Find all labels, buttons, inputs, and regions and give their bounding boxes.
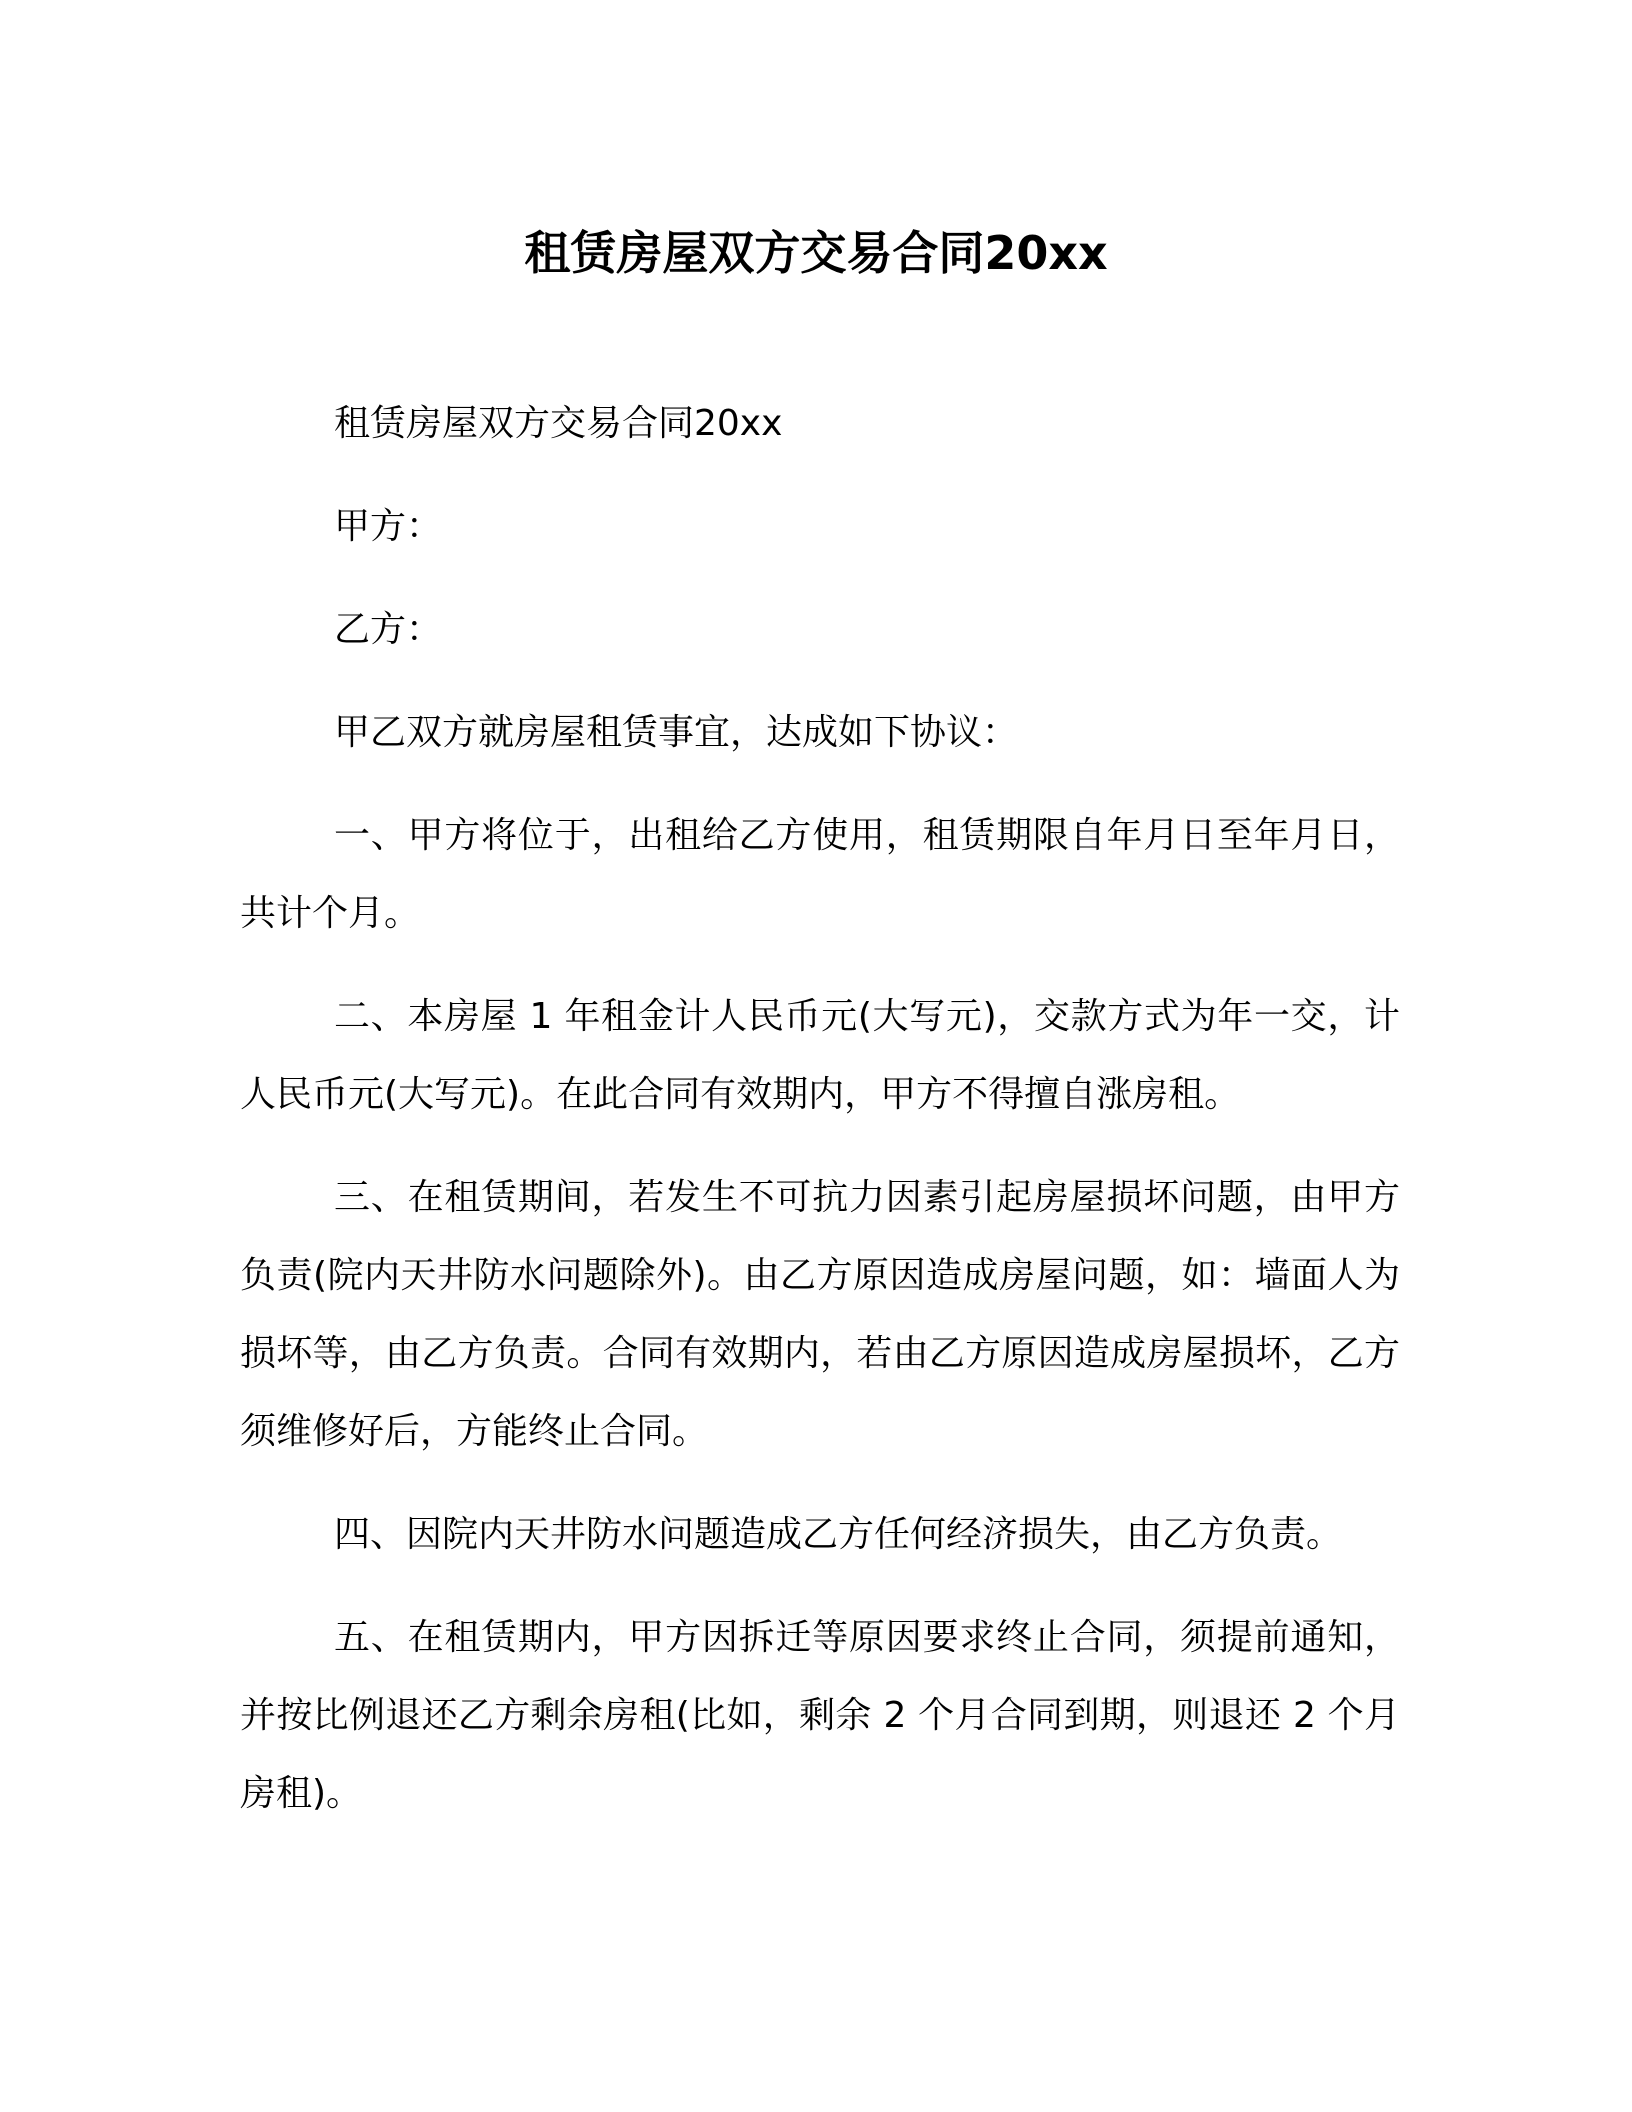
paragraph-agreement-intro: 甲乙双方就房屋租赁事宜，达成如下协议： [334,712,1019,753]
document-title: 租赁房屋双方交易合同20xx [524,226,1108,280]
paragraph-clause-4: 四、因院内天井防水问题造成乙方任何经济损失，由乙方负责。 [334,1514,1343,1555]
paragraph-party-b: 乙方： [334,609,443,650]
paragraph-subtitle: 租赁房屋双方交易合同20xx [334,403,783,444]
paragraph-clause-2: 二、本房屋 1 年租金计人民币元(大写元)，交款方式为年一交，计人民币元(大写元)。在此合同有效期内，甲方不得擅自涨房租。 [240,996,1400,1115]
paragraph-party-a: 甲方： [334,506,443,547]
document-body [240,385,1400,1858]
paragraph-clause-5: 五、在租赁期内，甲方因拆迁等原因要求终止合同，须提前通知，并按比例退还乙方剩余房租(比如，剩余 2 个月合同到期，则退还 2 个月房租)。 [240,1617,1400,1814]
paragraph-clause-3: 三、在租赁期间，若发生不可抗力因素引起房屋损坏问题，由甲方负责(院内天井防水问题除外)。由乙方原因造成房屋问题，如：墙面人为损坏等，由乙方负责。合同有效期内，若由乙方原因造成房屋损坏，乙方须维修好后，方能终止合同。 [240,1177,1400,1452]
paragraph-clause-1: 一、甲方将位于，出租给乙方使用，租赁期限自年月日至年月日，共计个月。 [240,815,1400,934]
